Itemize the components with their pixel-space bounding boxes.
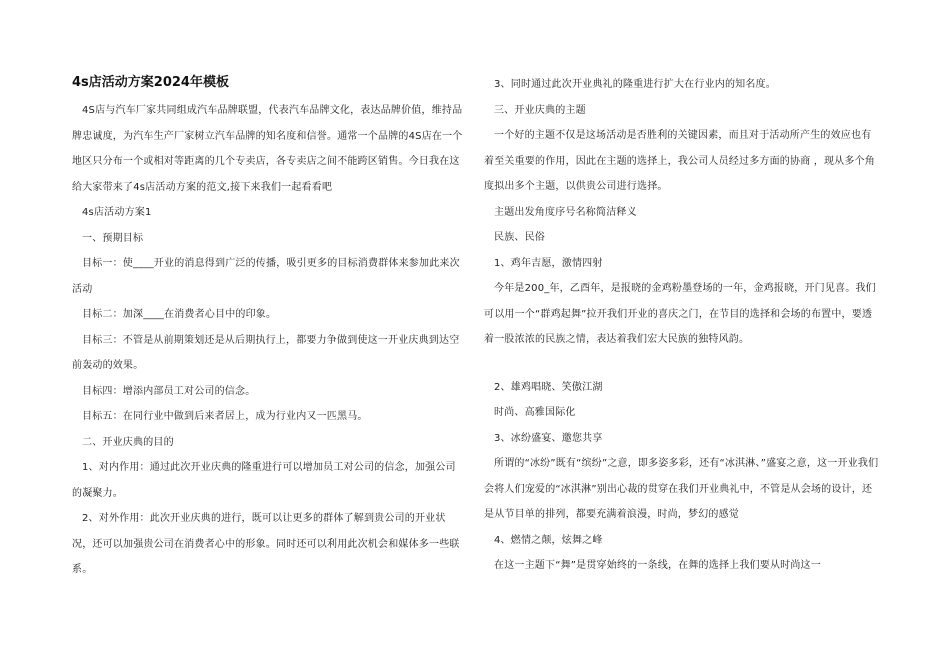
section-heading-goals: 一、预期目标 [82,232,144,244]
theme-table-header: 主题出发角度序号名称简洁释义 [494,206,637,218]
document-title: 4s店活动方案2024年模板 [72,75,229,90]
left-column [72,74,464,583]
theme-1-description: 今年是200_年，乙酉年，是报晓的金鸡粉墨登场的一年，金鸡报晓，开门见喜。我们可以用一个“群鸡起舞”拉开我们开业的喜庆之门，在节目的选择和会场的布置中，要透着一股浓浓的民族之情，表达着我们宏大民族的独特风韵。 [484,283,876,345]
purpose-internal: 1、对内作用：通过此次开业庆典的隆重进行可以增加员工对公司的信念，加强公司的凝聚力。 [72,462,456,499]
intro-paragraph: 4S店与汽车厂家共同组成汽车品牌联盟，代表汽车品牌文化，表达品牌价值，维持品牌忠诚度，为汽车生产厂家树立汽车品牌的知名度和信誉。通常一个品牌的4S店在一个地区只分布一个或相对等距离的几个专卖店，各专卖店之间不能跨区销售。今日我在这给大家带来了4s店活动方案的范文,接下来我们一起看看吧 [72,105,463,193]
purpose-external: 2、对外作用：此次开业庆典的进行，既可以让更多的群体了解到贵公司的开业状况，还可以加强贵公司在消费者心中的形象。同时还可以利用此次机会和媒体多一些联系。 [72,513,460,575]
theme-2-title: 2、雄鸡唱晓、笑傲江湖 [494,381,603,393]
goal-3: 目标三：不管是从前期策划还是从后期执行上，都要力争做到使这一开业庆典到达空前轰动的效果。 [72,334,460,371]
goal-2: 目标二：加深____在消费者心目中的印象。 [82,309,277,320]
goal-1: 目标一：使____开业的消息得到广泛的传播，吸引更多的目标消费群体来参加此来次活动 [72,258,460,295]
section-heading-theme: 三、开业庆典的主题 [494,104,586,116]
theme-4-description: 在这一主题下“舞”是贯穿始终的一条线，在舞的选择上我们要从时尚这一 [494,560,821,571]
theme-1-title: 1、鸡年吉愿，激情四射 [494,257,603,269]
goal-4: 目标四：增添内部员工对公司的信念。 [82,385,256,397]
goal-5: 目标五：在同行业中做到后来者居上，成为行业内又一匹黑马。 [82,411,368,422]
purpose-industry: 3、同时通过此次开业典礼的隆重进行扩大在行业内的知名度。 [494,79,776,90]
theme-3-description: 所谓的“冰纷”既有“缤纷”之意，即多姿多彩，还有“冰淇淋、”盛宴之意，这一开业我们会将人们宠爱的“冰淇淋”别出心裁的贯穿在我们开业典礼中，不管是从会场的设计，还是从节目单的排列，都要充满着浪漫，时尚，梦幻的感觉 [484,458,879,520]
theme-intro: 一个好的主题不仅是这场活动是否胜利的关键因素，而且对于活动所产生的效应也有着至关重要的作用，因此在主题的选择上，我公司人员经过多方面的协商 ，现从多个角度拟出多个主题，以供贵公司进行选择。 [484,130,875,192]
plan-heading: 4s店活动方案1 [82,207,152,218]
section-heading-purpose: 二、开业庆典的目的 [82,436,174,448]
right-column [484,72,880,579]
theme-category-folk: 民族、民俗 [494,232,545,243]
theme-category-fashion: 时尚、高雅国际化 [494,407,576,418]
theme-4-title: 4、燃情之颠，炫舞之峰 [494,534,603,546]
theme-3-title: 3、冰纷盛宴、邀您共享 [494,432,603,444]
